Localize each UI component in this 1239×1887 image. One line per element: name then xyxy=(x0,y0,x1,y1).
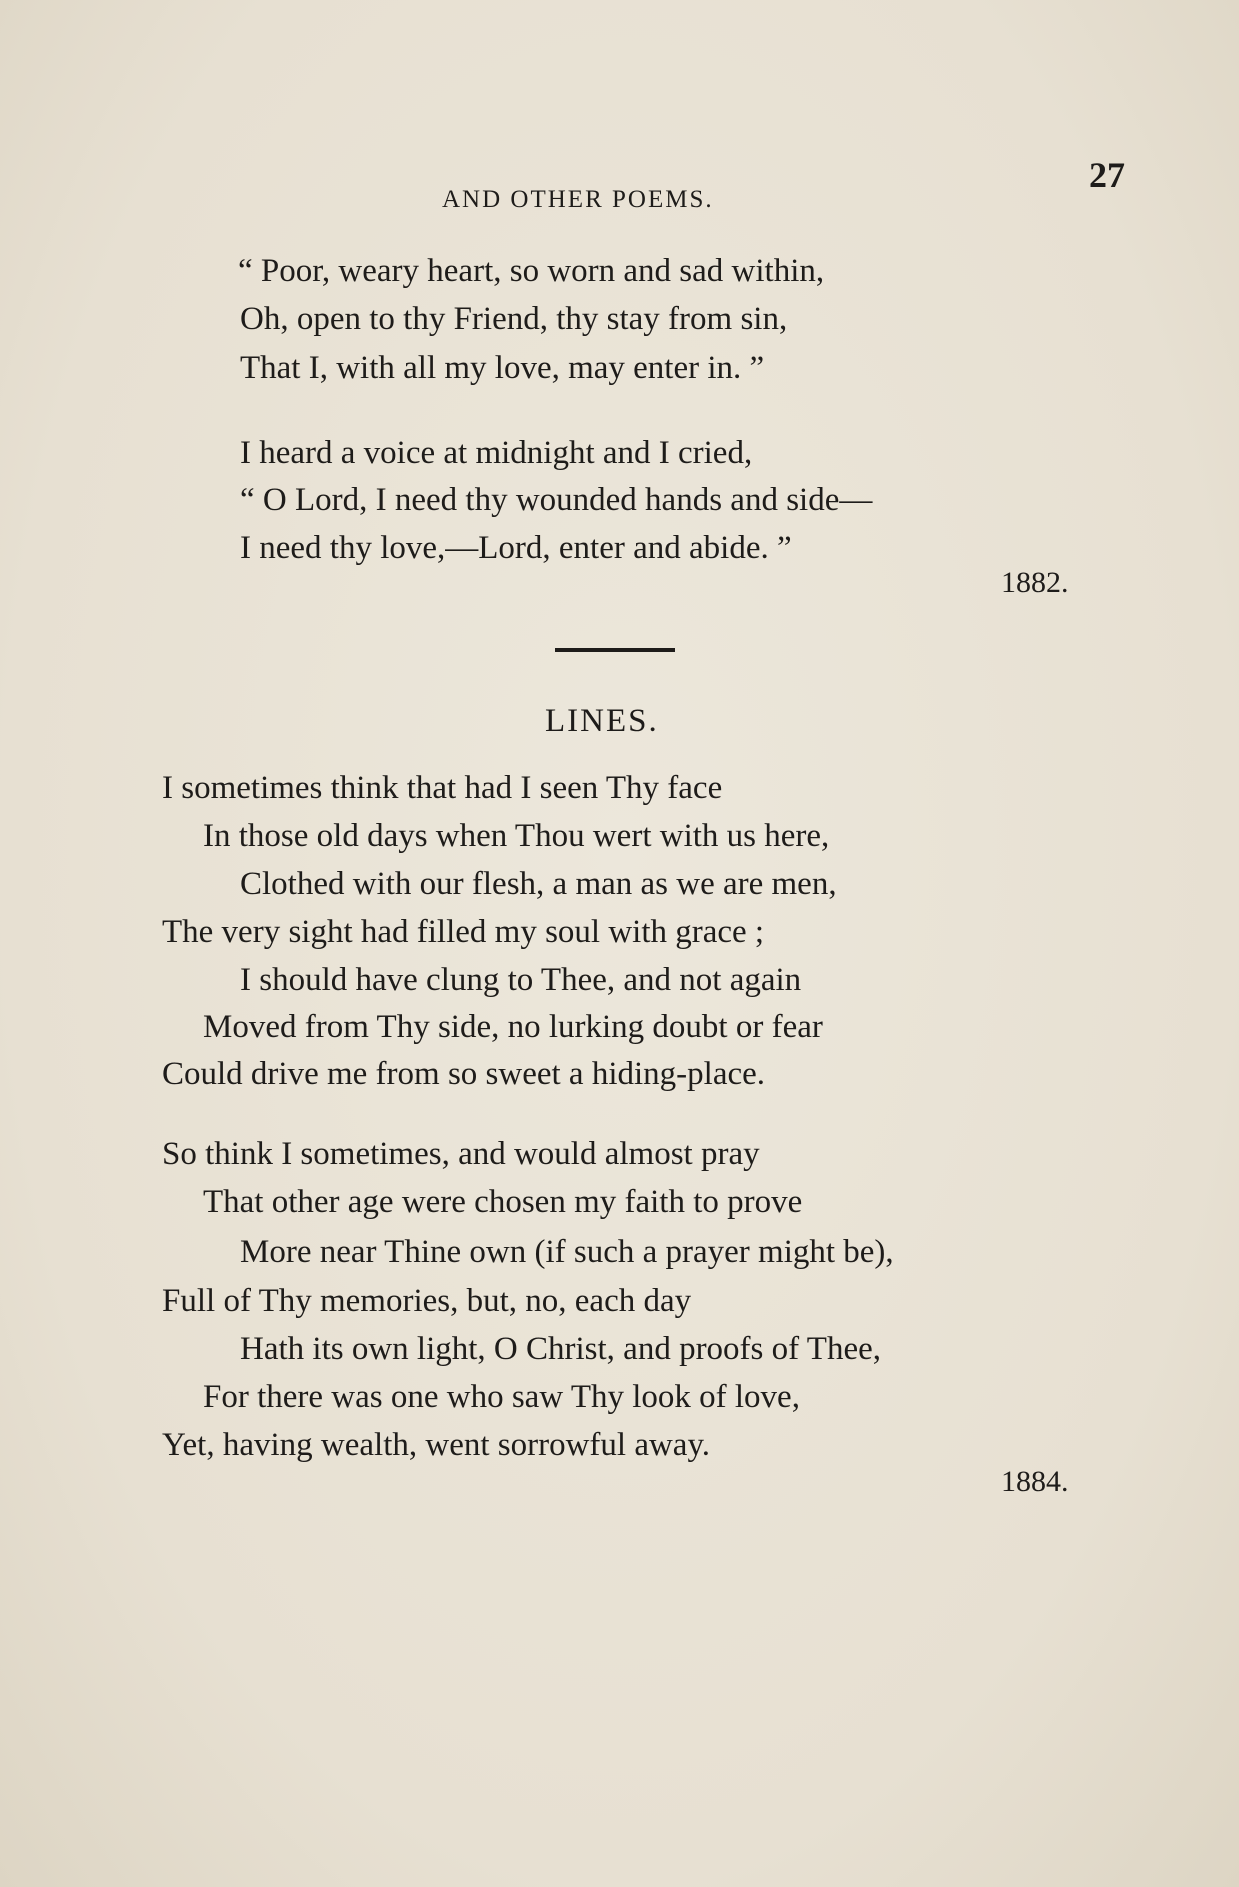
poem-line: Yet, having wealth, went sorrowful away. xyxy=(162,1427,711,1463)
poem-line: I should have clung to Thee, and not again xyxy=(240,962,802,998)
poem-date: 1882. xyxy=(1001,566,1069,599)
poem-line: For there was one who saw Thy look of love, xyxy=(203,1379,800,1415)
poem-line: Moved from Thy side, no lurking doubt or fear xyxy=(203,1009,823,1045)
page-number: 27 xyxy=(1089,155,1125,195)
poem-line: That other age were chosen my faith to prove xyxy=(203,1184,803,1220)
running-head: AND OTHER POEMS. xyxy=(442,186,714,213)
poem-line: “ O Lord, I need thy wounded hands and side— xyxy=(240,482,873,518)
poem-line: Full of Thy memories, but, no, each day xyxy=(162,1283,692,1319)
poem-line: Hath its own light, O Christ, and proofs of Thee, xyxy=(240,1331,881,1367)
poem-line: In those old days when Thou wert with us here, xyxy=(203,818,830,854)
poem-line: Clothed with our flesh, a man as we are men, xyxy=(240,866,837,902)
poem-line: Oh, open to thy Friend, thy stay from sin, xyxy=(240,301,788,337)
poem-line: I sometimes think that had I seen Thy face xyxy=(162,770,723,806)
poem-line: The very sight had filled my soul with grace ; xyxy=(162,914,765,950)
poem-date: 1884. xyxy=(1001,1465,1069,1498)
poem-line: Could drive me from so sweet a hiding-place. xyxy=(162,1056,766,1092)
section-divider xyxy=(555,648,675,652)
poem-line: That I, with all my love, may enter in. ” xyxy=(240,350,765,386)
poem-line: More near Thine own (if such a prayer might be), xyxy=(240,1234,894,1270)
poem-line: So think I sometimes, and would almost pray xyxy=(162,1136,760,1172)
poem-line: I need thy love,—Lord, enter and abide. ” xyxy=(240,530,792,566)
poem-title: LINES. xyxy=(545,703,659,739)
poem-line: I heard a voice at midnight and I cried, xyxy=(240,435,753,471)
poem-line: “ Poor, weary heart, so worn and sad within, xyxy=(238,253,825,289)
